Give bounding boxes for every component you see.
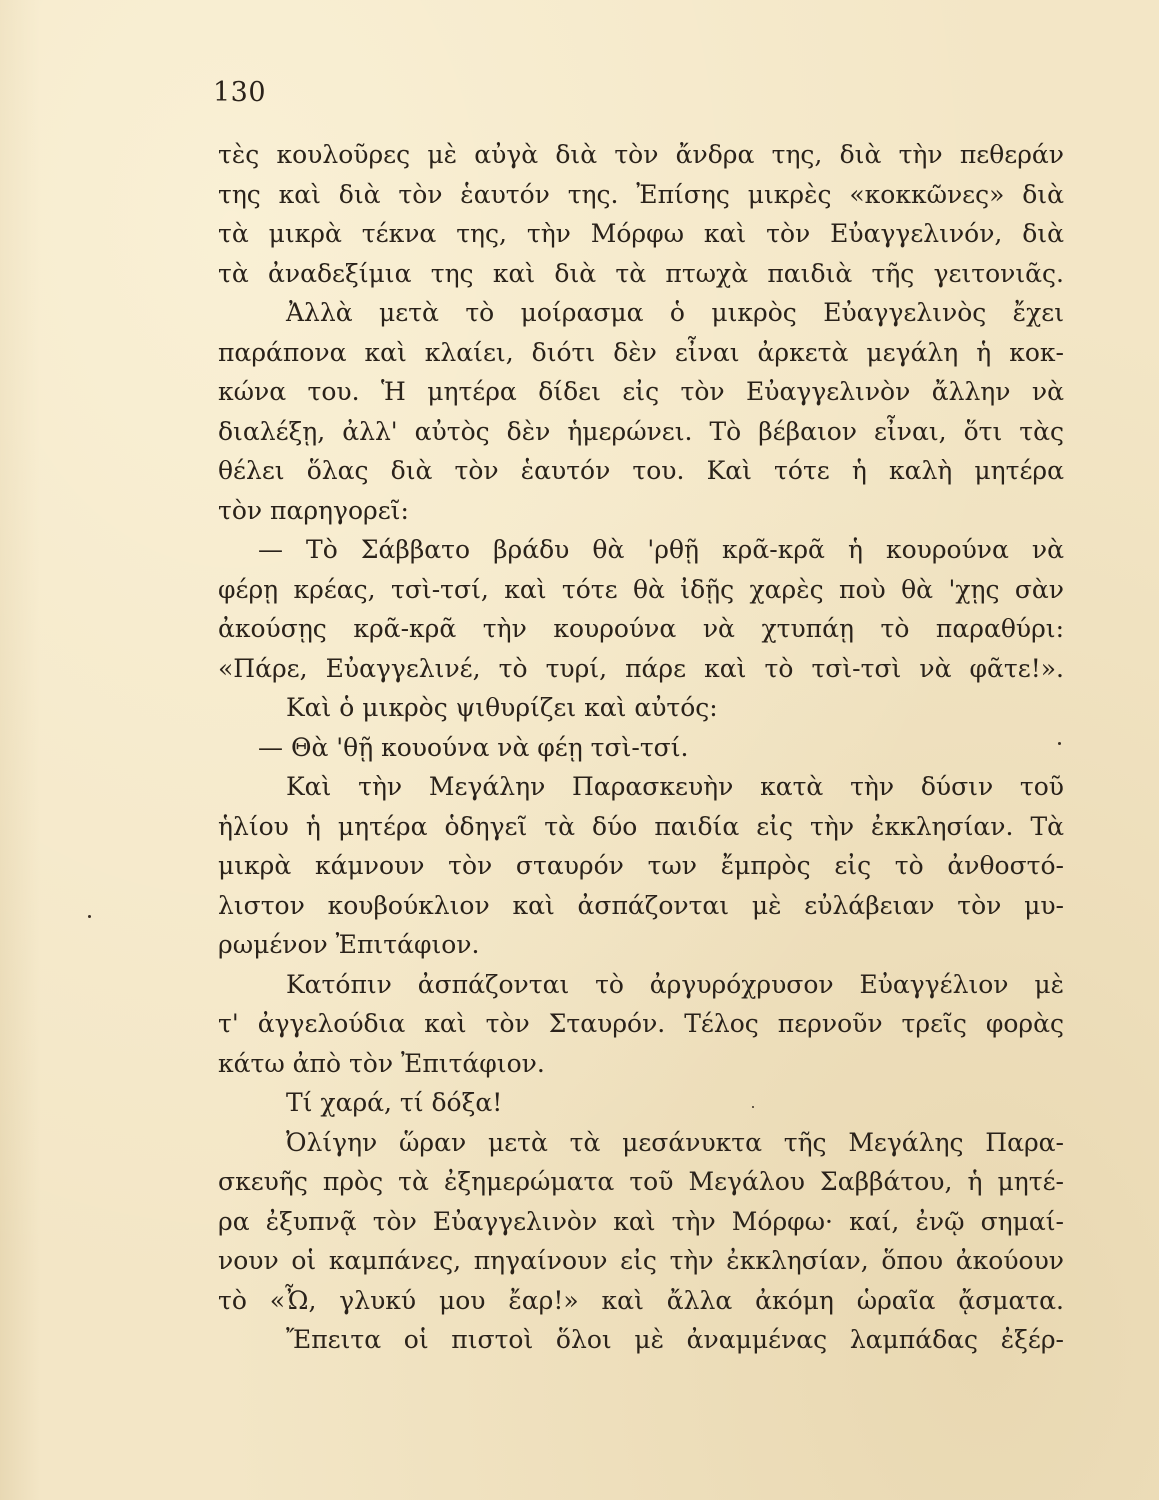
text-line: Καὶ τὴν Μεγάλην Παρασκευὴν κατὰ τὴν δύσιν τοῦ [286,772,1064,801]
text-line: παράπονα καὶ κλαίει, διότι δὲν εἶναι ἀρκετὰ μεγάλη ἡ κοκ- [218,337,1064,367]
text-line: σκευῆς πρὸς τὰ ἐξημερώματα τοῦ Μεγάλου Σαββάτου, ἡ μητέ- [218,1167,1064,1196]
text-line: τ' ἀγγελούδια καὶ τὸν Σταυρόν. Τέλος περνοῦν τρεῖς φορὰς [218,1009,1064,1038]
text-line: της καὶ διὰ τὸν ἑαυτόν της. Ἐπίσης μικρὲς «κοκκῶνες» διὰ [218,179,1064,209]
text-line: κώνα του. Ἡ μητέρα δίδει εἰς τὸν Εὐαγγελινὸν ἄλλην νὰ [218,377,1064,406]
text-line: τὰ μικρὰ τέκνα της, τὴν Μόρφω καὶ τὸν Εὐαγγελινόν, διὰ [218,219,1064,248]
text-line: κάτω ἀπὸ τὸν Ἐπιτάφιον. [218,1048,545,1078]
text-line: Ἔπειτα οἱ πιστοὶ ὅλοι μὲ ἀναμμένας λαμπάδας ἐξέρ- [286,1325,1064,1354]
text-line: Ὀλίγην ὥραν μετὰ τὰ μεσάνυκτα τῆς Μεγάλης Παρα- [286,1127,1064,1157]
text-line: — Θὰ 'θῇ κουούνα νὰ φέῃ τσὶ-τσί. [258,732,689,762]
text-line: φέρῃ κρέας, τσὶ-τσί, καὶ τότε θὰ ἰδῇς χαρὲς ποὺ θὰ 'χῃς σὰν [218,574,1064,604]
text-line: ἡλίου ἡ μητέρα ὁδηγεῖ τὰ δύο παιδία εἰς τὴν ἐκκλησίαν. Τὰ [218,811,1064,841]
text-line: Κατόπιν ἀσπάζονται τὸ ἀργυρόχρυσον Εὐαγγέλιον μὲ [286,969,1064,999]
text-line: λιστον κουβούκλιον καὶ ἀσπάζονται μὲ εὐλάβειαν τὸν μυ- [218,890,1064,920]
text-line: ρα ἐξυπνᾷ τὸν Εὐαγγελινὸν καὶ τὴν Μόρφω· καί, ἐνῷ σημαί- [218,1206,1064,1236]
text-line: τὲς κουλοῦρες μὲ αὐγὰ διὰ τὸν ἄνδρα της, διὰ τὴν πεθεράν [218,140,1064,169]
paper-speck [752,1106,754,1108]
paper-speck [1058,742,1061,745]
text-line: τὰ ἀναδεξίμια της καὶ διὰ τὰ πτωχὰ παιδιὰ τῆς γειτονιᾶς. [218,258,1064,288]
text-line: τὸ «Ὦ, γλυκύ μου ἔαρ!» καὶ ἄλλα ἀκόμη ὡραῖα ᾄσματα. [218,1285,1064,1315]
text-line: — Τὸ Σάββατο βράδυ θὰ 'ρθῇ κρᾶ-κρᾶ ἡ κουρούνα νὰ [258,535,1064,564]
text-line: ἀκούσῃς κρᾶ-κρᾶ τὴν κουρούνα νὰ χτυπάῃ τὸ παραθύρι: [218,614,1064,643]
text-line: διαλέξῃ, ἀλλ' αὐτὸς δὲν ἡμερώνει. Τὸ βέβαιον εἶναι, ὅτι τὰς [218,416,1064,446]
text-line: τὸν παρηγορεῖ: [218,495,409,525]
text-line: Ἀλλὰ μετὰ τὸ μοίρασμα ὁ μικρὸς Εὐαγγελινὸς ἔχει [286,298,1064,327]
text-line: θέλει ὅλας διὰ τὸν ἑαυτόν του. Καὶ τότε ἡ καλὴ μητέρα [218,456,1064,485]
text-line: μικρὰ κάμνουν τὸν σταυρόν των ἔμπρὸς εἰς τὸ ἀνθοστό- [218,851,1064,880]
text-line: Τί χαρά, τί δόξα! [286,1088,503,1117]
page-number: 130 [213,77,267,108]
text-line: ρωμένον Ἐπιτάφιον. [218,930,480,959]
text-line: νουν οἱ καμπάνες, πηγαίνουν εἰς τὴν ἐκκλησίαν, ὅπου ἀκούουν [218,1246,1064,1275]
body-text [218,135,1064,1360]
text-line: «Πάρε, Εὐαγγελινέ, τὸ τυρί, πάρε καὶ τὸ τσὶ-τσὶ νὰ φᾶτε!». [218,653,1064,683]
text-line: Καὶ ὁ μικρὸς ψιθυρίζει καὶ αὐτός: [286,693,718,722]
paper-speck [88,915,91,918]
